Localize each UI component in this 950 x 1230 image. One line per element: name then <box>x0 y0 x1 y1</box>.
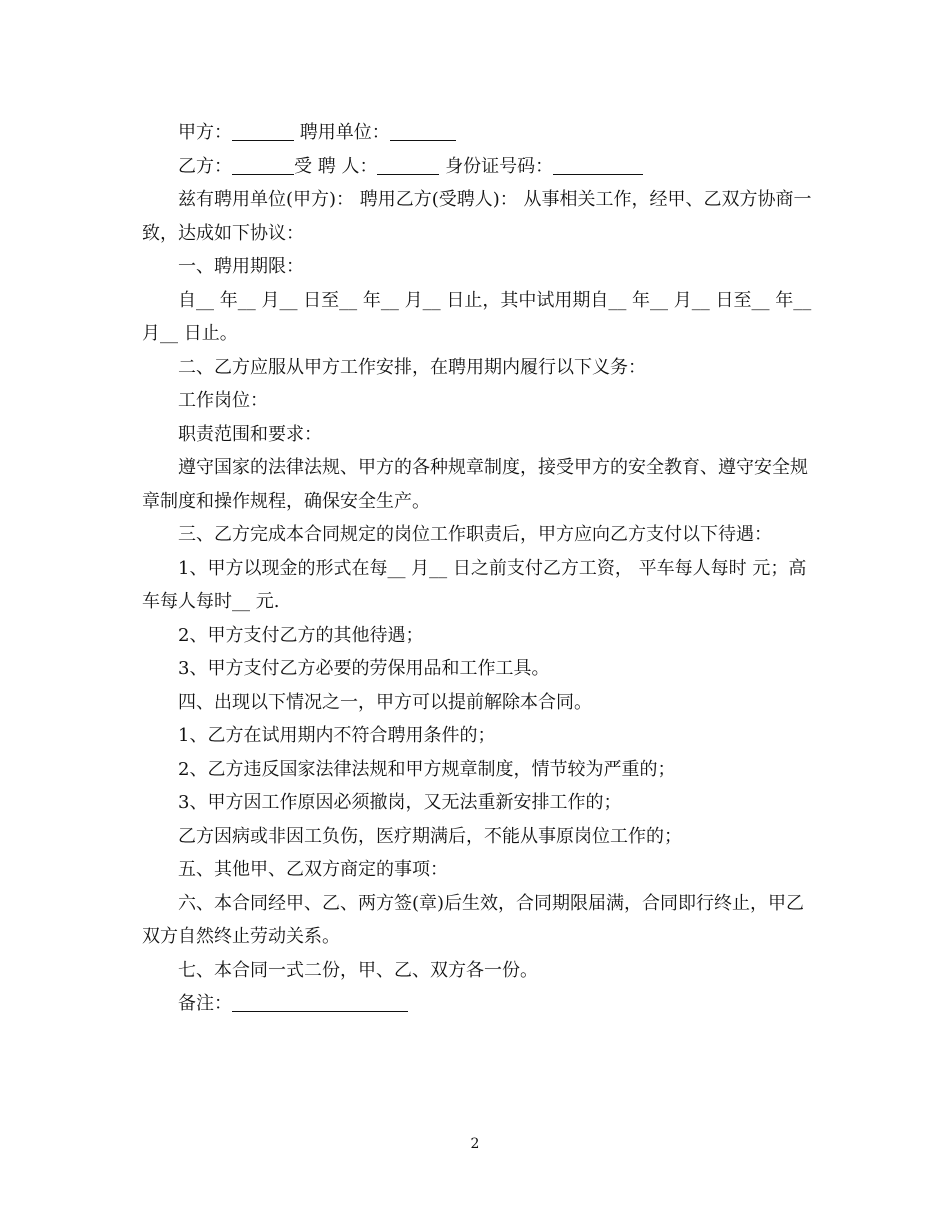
termination-item-2: 2、乙方违反国家法律法规和甲方规章制度，情节较为严重的； <box>178 758 676 780</box>
section-3-heading: 三、乙方完成本合同规定的岗位工作职责后，甲方应向乙方支付以下待遇： <box>178 524 772 545</box>
party-a-blank <box>232 122 294 141</box>
duties-heading: 职责范围和要求： <box>178 423 322 445</box>
party-b-label: 乙方： <box>178 155 232 177</box>
duties-text: 遵守国家的法律法规、甲方的各种规章制度，接受甲方的安全教育、遵守安全规章制度和操作规程，确保安全生产。 <box>142 457 808 512</box>
contract-body <box>142 116 817 1021</box>
preamble: 兹有聘用单位(甲方)： 聘用乙方(受聘人)： 从事相关工作，经甲、乙双方协商一致，达成如下协议： <box>142 189 812 244</box>
termination-item-4: 乙方因病或非因工负伤，医疗期满后，不能从事原岗位工作的； <box>178 825 682 847</box>
term-clause: 自__ 年__ 月__ 日至__ 年__ 月__ 日止，其中试用期自__ 年__ 月__ 日至__ 年__ 月__ 日止。 <box>142 289 817 344</box>
benefit-item-2: 2、甲方支付乙方的其他待遇； <box>178 624 424 646</box>
benefit-item-3: 3、甲方支付乙方必要的劳保用品和工作工具。 <box>178 658 550 679</box>
employee-label: 受 聘 人： <box>294 155 378 177</box>
party-b-blank <box>232 156 294 175</box>
party-a-label: 甲方： <box>178 122 232 143</box>
termination-item-1: 1、乙方在试用期内不符合聘用条件的； <box>178 725 496 746</box>
remarks-line <box>142 987 812 1021</box>
employer-blank <box>390 122 456 141</box>
benefit-item-1: 1、甲方以现金的形式在每__ 月__ 日之前支付乙方工资， 平车每人每时 元；高车每人每时__ 元. <box>142 557 807 612</box>
position-line: 工作岗位： <box>178 390 268 411</box>
section-6-text: 六、本合同经甲、乙、两方签(章)后生效，合同期限届满，合同即行终止，甲乙双方自然终止劳动关系。 <box>142 892 805 947</box>
section-4-heading: 四、出现以下情况之一，甲方可以提前解除本合同。 <box>178 691 592 713</box>
termination-item-3: 3、甲方因工作原因必须撤岗，又无法重新安排工作的； <box>178 792 622 813</box>
section-2-heading: 二、乙方应服从甲方工作安排，在聘用期内履行以下义务： <box>178 356 646 378</box>
party-a-line <box>142 116 812 150</box>
id-number-blank <box>553 156 643 175</box>
section-7-text: 七、本合同一式二份，甲、乙、双方各一份。 <box>178 959 538 981</box>
page-number: 2 <box>470 1136 480 1152</box>
remarks-blank <box>232 993 408 1012</box>
section-5-heading: 五、其他甲、乙双方商定的事项： <box>178 859 448 880</box>
section-1-heading: 一、聘用期限： <box>178 256 304 277</box>
remarks-label: 备注： <box>178 993 232 1014</box>
employer-label: 聘用单位： <box>299 122 390 143</box>
employee-blank <box>377 156 439 175</box>
party-b-line <box>142 150 812 184</box>
id-number-label: 身份证号码： <box>445 155 554 177</box>
